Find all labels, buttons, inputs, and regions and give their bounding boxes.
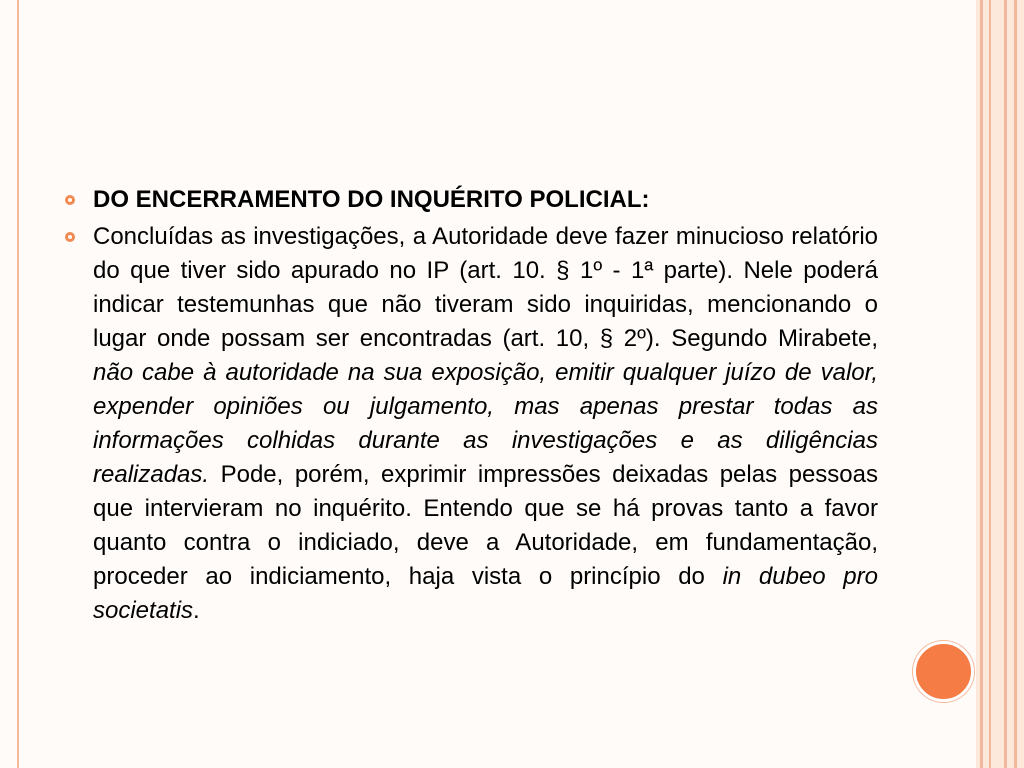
body-text-part-1: Concluídas as investigações, a Autoridade deve fazer minucioso relatório do que tiver sido apurado no IP (art. 10. § 1º - 1ª parte). Nele poderá indicar testemunhas que não tiveram sido inquiridas, mencionando o lugar onde possam ser encontradas (art. 10, § 2º). Segundo Mirabete, — [93, 223, 878, 352]
slide-content — [64, 183, 878, 628]
slide-heading: DO ENCERRAMENTO DO INQUÉRITO POLICIAL: — [93, 186, 650, 213]
bullet-body — [64, 220, 878, 628]
body-latin-principle: in dubeo pro societatis — [93, 563, 878, 624]
right-stripe-1 — [980, 0, 983, 768]
circle-bullet-icon — [65, 232, 75, 242]
body-text-end: . — [193, 597, 200, 624]
circle-bullet-icon — [65, 195, 75, 205]
orange-circle-accent — [913, 641, 974, 702]
left-border-line — [17, 0, 19, 768]
body-quote-mirabete: não cabe à autoridade na sua exposição, emitir qualquer juízo de valor, expender opiniões ou julgamento, mas apenas prestar todas as informações colhidas durante as investigações e as diligências realizadas. — [93, 359, 878, 488]
right-stripe-2 — [989, 0, 991, 768]
right-stripe-4 — [1014, 0, 1017, 768]
bullet-heading — [64, 183, 878, 217]
right-stripe-3 — [1004, 0, 1007, 768]
body-text-part-2: Pode, porém, exprimir impressões deixadas pelas pessoas que intervieram no inquérito. Entendo que se há provas tanto a favor quanto contra o indiciado, deve a Autoridade, em fundamentação, proceder ao indiciamento, haja vista o princípio do — [93, 461, 878, 590]
